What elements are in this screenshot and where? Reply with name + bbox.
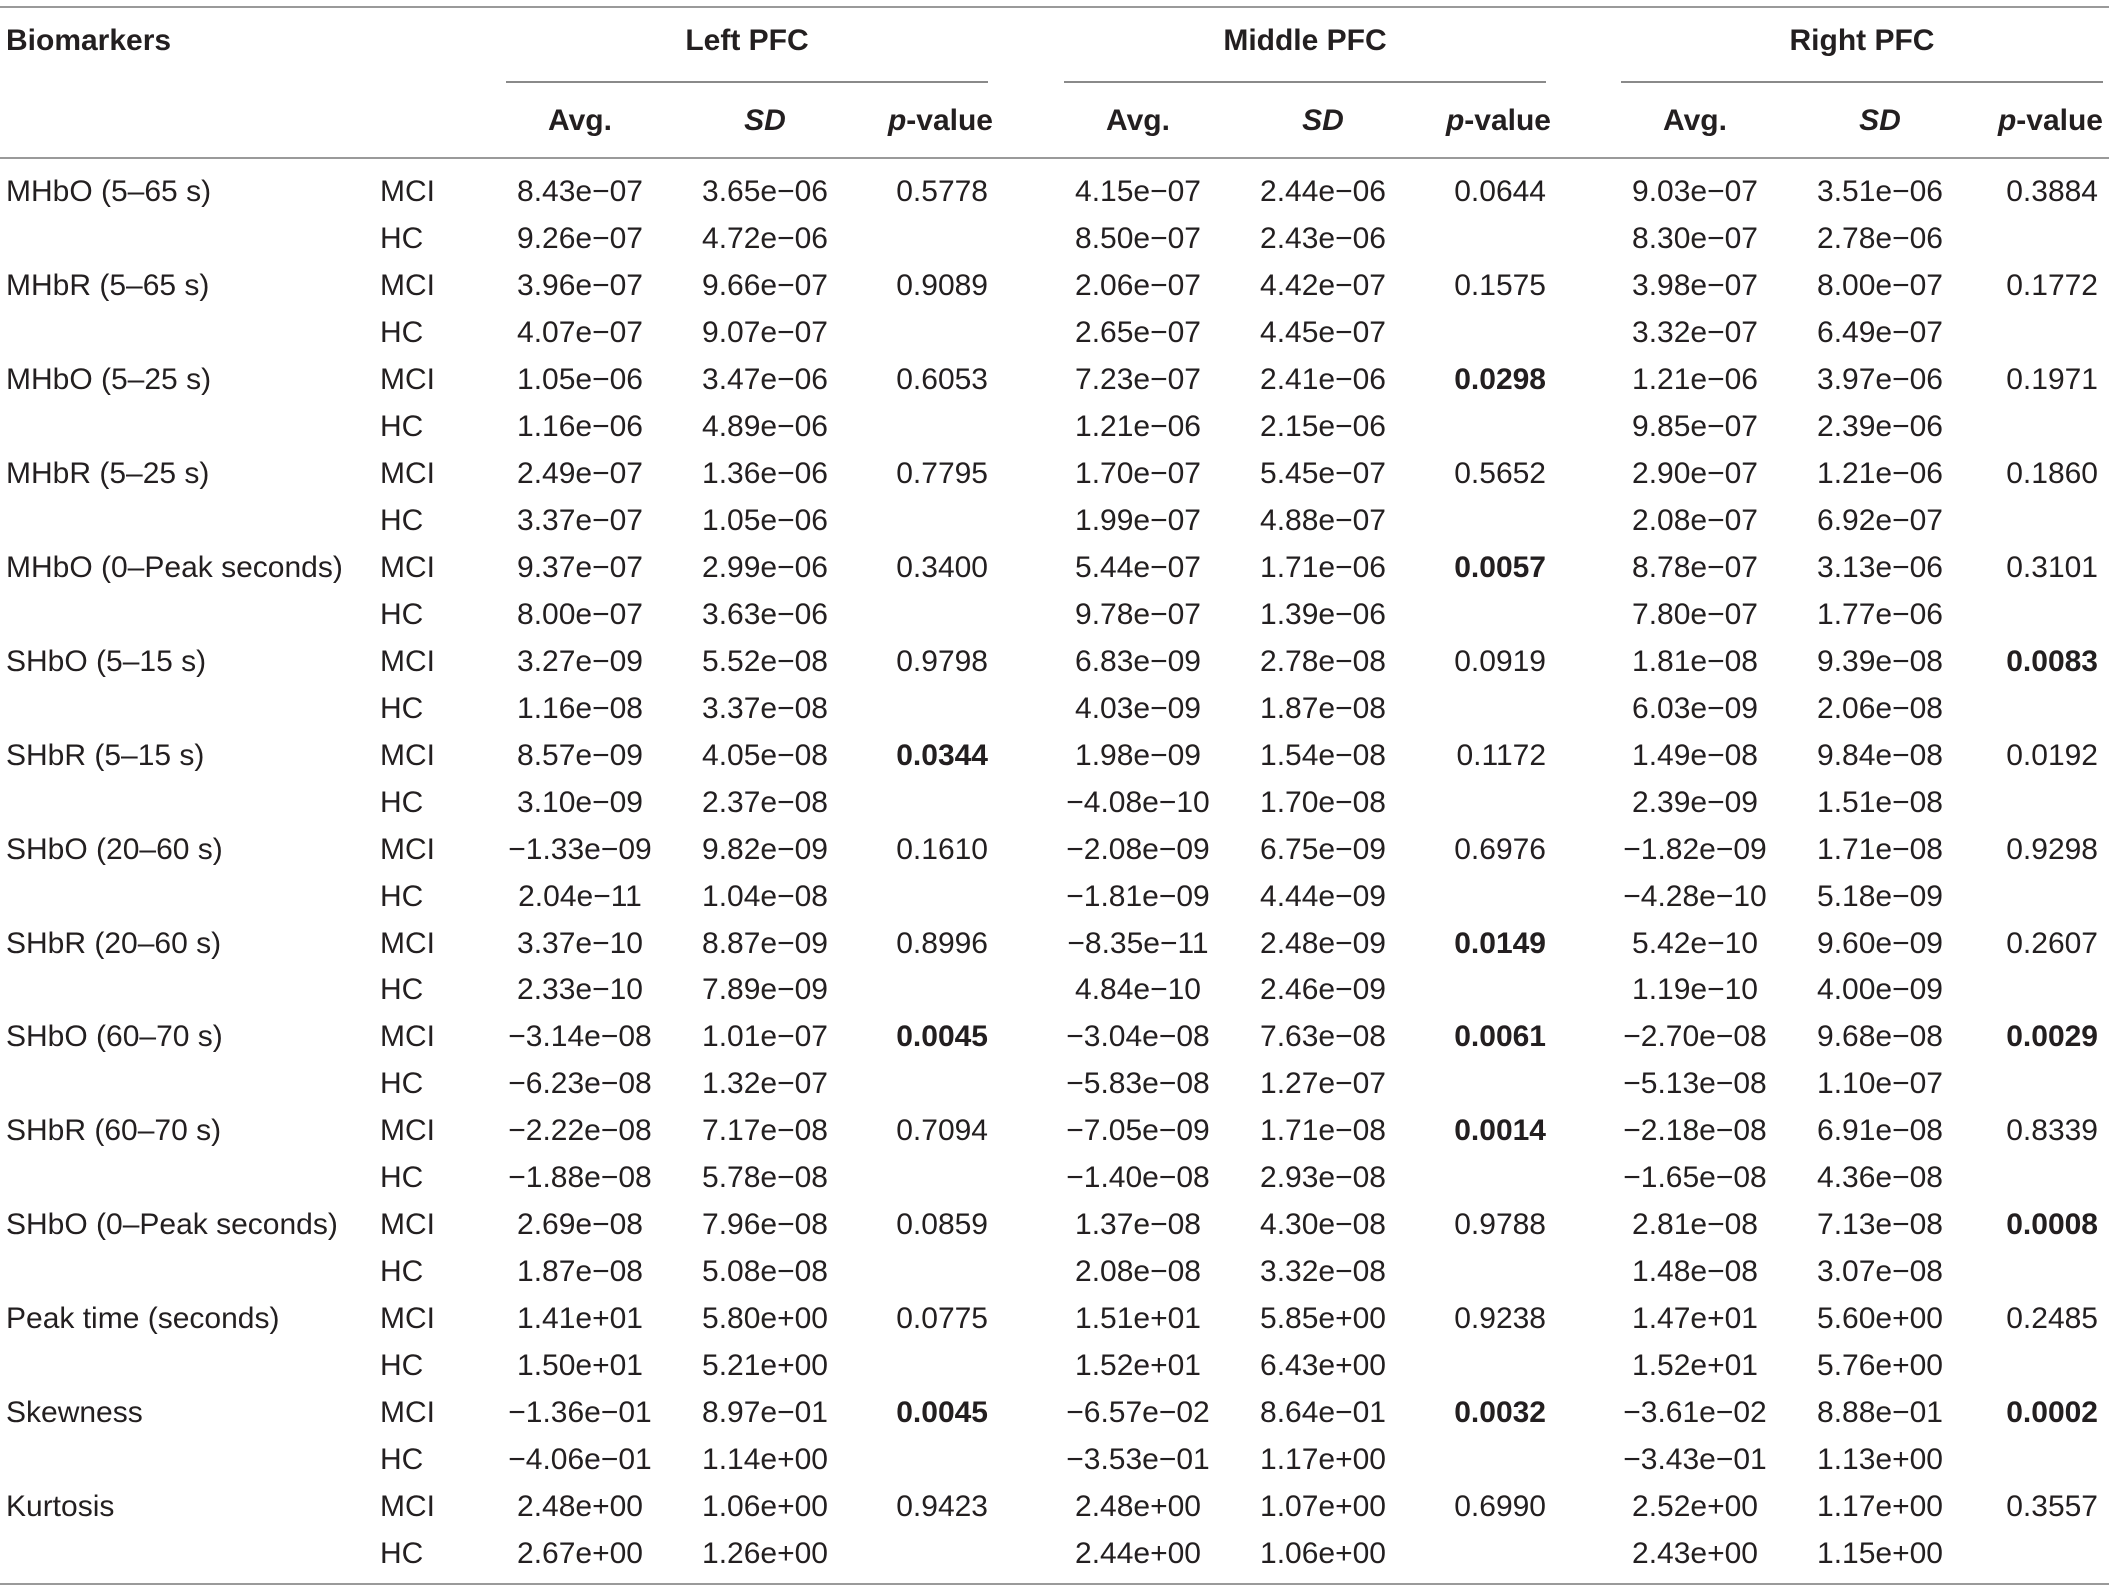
mci-avg-right: 5.42e−10 — [1632, 926, 1758, 960]
hc-avg-right: −4.28e−10 — [1623, 879, 1767, 913]
hc-avg-right: 9.85e−07 — [1632, 409, 1758, 443]
hc-sd-left: 4.72e−06 — [702, 221, 828, 255]
group-underline-right — [1621, 81, 2103, 83]
biomarker-label: SHbR (20–60 s) — [6, 926, 222, 960]
p-value-left: 0.9798 — [896, 644, 988, 678]
hc-sd-left: 1.14e+00 — [702, 1443, 828, 1477]
group-label-mci: MCI — [380, 175, 435, 208]
mci-avg-left: −3.14e−08 — [508, 1020, 652, 1054]
hc-sd-middle: 3.32e−08 — [1260, 1255, 1386, 1289]
biomarker-label: SHbR (5–15 s) — [6, 738, 205, 772]
p-value-right: 0.0002 — [2006, 1396, 2098, 1430]
hc-avg-left: 2.04e−11 — [518, 879, 642, 913]
mci-sd-middle: 4.30e−08 — [1260, 1208, 1386, 1242]
p-value-left: 0.0045 — [896, 1396, 988, 1430]
hc-avg-middle: 8.50e−07 — [1075, 221, 1201, 255]
mci-avg-middle: 1.70e−07 — [1075, 456, 1201, 490]
hc-sd-middle: 4.45e−07 — [1260, 315, 1386, 349]
hc-avg-middle: −1.40e−08 — [1066, 1161, 1210, 1195]
hc-avg-right: 1.19e−10 — [1632, 973, 1758, 1007]
mci-sd-right: 9.84e−08 — [1817, 738, 1943, 772]
hc-sd-middle: 4.44e−09 — [1260, 879, 1386, 913]
hc-avg-left: −1.88e−08 — [508, 1161, 652, 1195]
hc-sd-left: 1.04e−08 — [702, 879, 828, 913]
hc-sd-middle: 1.27e−07 — [1260, 1067, 1386, 1101]
p-value-middle: 0.0644 — [1454, 175, 1546, 208]
mci-avg-right: 2.90e−07 — [1632, 456, 1758, 490]
hc-sd-right: 2.06e−08 — [1817, 691, 1943, 725]
p-value-middle: 0.0014 — [1454, 1114, 1546, 1148]
biomarker-label: SHbR (60–70 s) — [6, 1114, 222, 1148]
mci-sd-left: 8.97e−01 — [702, 1396, 828, 1430]
mci-sd-middle: 1.71e−08 — [1260, 1114, 1386, 1148]
p-value-left: 0.7094 — [896, 1114, 988, 1148]
p-value-left: 0.8996 — [896, 926, 988, 960]
hc-avg-right: 8.30e−07 — [1632, 221, 1758, 255]
p-value-middle: 0.0032 — [1454, 1396, 1546, 1430]
mci-avg-middle: 1.37e−08 — [1075, 1208, 1201, 1242]
hc-sd-middle: 1.17e+00 — [1260, 1443, 1386, 1477]
biomarker-label: SHbO (60–70 s) — [6, 1020, 223, 1054]
hc-avg-left: 1.87e−08 — [517, 1255, 643, 1289]
hc-avg-right: 2.43e+00 — [1632, 1537, 1758, 1571]
hc-sd-right: 6.49e−07 — [1817, 315, 1943, 349]
biomarker-label: SHbO (5–15 s) — [6, 644, 207, 678]
mci-sd-left: 1.36e−06 — [702, 456, 828, 490]
hc-avg-left: −4.06e−01 — [508, 1443, 652, 1477]
p-value-middle: 0.6990 — [1454, 1490, 1546, 1524]
biomarker-label: MHbR (5–25 s) — [6, 456, 210, 490]
biomarker-label: Skewness — [6, 1396, 143, 1430]
mci-avg-right: 1.21e−06 — [1632, 362, 1758, 396]
mci-sd-right: 8.88e−01 — [1817, 1396, 1943, 1430]
mci-avg-middle: −6.57e−02 — [1066, 1396, 1210, 1430]
mci-avg-middle: 5.44e−07 — [1075, 550, 1201, 584]
mci-sd-left: 8.87e−09 — [702, 926, 828, 960]
group-label-mci: MCI — [380, 1208, 435, 1242]
mci-avg-left: 2.48e+00 — [517, 1490, 643, 1524]
hc-sd-right: 1.13e+00 — [1817, 1443, 1943, 1477]
mci-sd-left: 1.01e−07 — [702, 1020, 828, 1054]
subheader-avg-middle: Avg. — [1106, 104, 1170, 137]
mci-avg-left: 8.43e−07 — [517, 175, 643, 208]
mci-avg-right: 1.81e−08 — [1632, 644, 1758, 678]
mci-sd-right: 9.68e−08 — [1817, 1020, 1943, 1054]
mci-avg-left: 2.49e−07 — [517, 456, 643, 490]
p-value-right: 0.3101 — [2006, 550, 2098, 584]
group-label-hc: HC — [380, 1443, 424, 1477]
group-label-hc: HC — [380, 409, 424, 443]
p-value-right: 0.0008 — [2006, 1208, 2098, 1242]
mci-avg-middle: 7.23e−07 — [1075, 362, 1201, 396]
group-label-hc: HC — [380, 597, 424, 631]
mci-sd-left: 1.06e+00 — [702, 1490, 828, 1524]
mci-sd-right: 1.21e−06 — [1817, 456, 1943, 490]
mci-avg-middle: 4.15e−07 — [1075, 175, 1201, 208]
hc-sd-left: 1.05e−06 — [702, 503, 828, 537]
group-header-middle-pfc: Middle PFC — [1223, 24, 1387, 57]
hc-sd-left: 5.78e−08 — [702, 1161, 828, 1195]
mci-avg-right: 2.52e+00 — [1632, 1490, 1758, 1524]
hc-avg-middle: 1.21e−06 — [1075, 409, 1201, 443]
mci-avg-right: −1.82e−09 — [1623, 832, 1767, 866]
p-value-right: 0.1971 — [2006, 362, 2098, 396]
group-label-hc: HC — [380, 315, 424, 349]
mci-avg-right: 3.98e−07 — [1632, 268, 1758, 302]
biomarker-label: MHbR (5–65 s) — [6, 268, 210, 302]
hc-avg-right: 6.03e−09 — [1632, 691, 1758, 725]
mci-avg-left: 3.37e−10 — [517, 926, 643, 960]
hc-avg-middle: 4.84e−10 — [1075, 973, 1201, 1007]
p-value-right: 0.0029 — [2006, 1020, 2098, 1054]
p-value-middle: 0.0298 — [1454, 362, 1546, 396]
hc-avg-right: −1.65e−08 — [1623, 1161, 1767, 1195]
p-value-middle: 0.0061 — [1454, 1020, 1546, 1054]
subheader-pvalue-left — [693, 101, 993, 141]
p-value-left: 0.9089 — [896, 268, 988, 302]
p-value-left: 0.5778 — [896, 175, 988, 208]
hc-avg-left: 1.16e−06 — [517, 409, 643, 443]
mci-avg-left: 8.57e−09 — [517, 738, 643, 772]
biomarker-label: MHbO (5–25 s) — [6, 362, 212, 396]
p-value-right: 0.3557 — [2006, 1490, 2098, 1524]
hc-avg-middle: −5.83e−08 — [1066, 1067, 1210, 1101]
mci-sd-right: 9.60e−09 — [1817, 926, 1943, 960]
hc-avg-left: 1.16e−08 — [517, 691, 643, 725]
p-value-right: 0.2485 — [2006, 1302, 2098, 1336]
mci-sd-right: 9.39e−08 — [1817, 644, 1943, 678]
hc-sd-left: 1.26e+00 — [702, 1537, 828, 1571]
hc-sd-middle: 1.87e−08 — [1260, 691, 1386, 725]
hc-avg-middle: −1.81e−09 — [1066, 879, 1210, 913]
hc-avg-right: −5.13e−08 — [1623, 1067, 1767, 1101]
hc-avg-middle: 2.08e−08 — [1075, 1255, 1201, 1289]
p-value-left: 0.0859 — [896, 1208, 988, 1242]
mci-sd-left: 7.17e−08 — [702, 1114, 828, 1148]
mci-avg-middle: 1.98e−09 — [1075, 738, 1201, 772]
subheader-value-suffix: -value — [906, 104, 993, 137]
group-label-mci: MCI — [380, 832, 435, 866]
hc-avg-right: 3.32e−07 — [1632, 315, 1758, 349]
group-label-hc: HC — [380, 691, 424, 725]
mci-sd-right: 3.51e−06 — [1817, 175, 1943, 208]
p-value-left: 0.0344 — [896, 738, 988, 772]
hc-sd-left: 7.89e−09 — [702, 973, 828, 1007]
subheader-sd-left: SD — [744, 104, 786, 137]
hc-sd-right: 3.07e−08 — [1817, 1255, 1943, 1289]
mci-avg-right: −2.70e−08 — [1623, 1020, 1767, 1054]
group-label-mci: MCI — [380, 1396, 435, 1430]
subheader-sd-middle: SD — [1302, 104, 1344, 137]
p-value-right: 0.9298 — [2006, 832, 2098, 866]
mci-avg-right: 8.78e−07 — [1632, 550, 1758, 584]
mci-sd-middle: 2.44e−06 — [1260, 175, 1386, 208]
hc-avg-left: 2.67e+00 — [517, 1537, 643, 1571]
mci-sd-right: 3.13e−06 — [1817, 550, 1943, 584]
mci-avg-right: 1.47e+01 — [1632, 1302, 1758, 1336]
mci-sd-left: 2.99e−06 — [702, 550, 828, 584]
mci-avg-right: −3.61e−02 — [1623, 1396, 1767, 1430]
p-value-left: 0.1610 — [896, 832, 988, 866]
mci-sd-middle: 4.42e−07 — [1260, 268, 1386, 302]
subheader-p-letter: p — [1445, 104, 1465, 137]
group-label-mci: MCI — [380, 1114, 435, 1148]
mci-sd-left: 3.65e−06 — [702, 175, 828, 208]
p-value-middle: 0.0149 — [1454, 926, 1546, 960]
group-label-hc: HC — [380, 973, 424, 1007]
group-label-hc: HC — [380, 1067, 424, 1101]
p-value-middle: 0.5652 — [1454, 456, 1546, 490]
hc-sd-right: 1.51e−08 — [1817, 785, 1943, 819]
hc-avg-middle: −3.53e−01 — [1066, 1443, 1210, 1477]
p-value-right: 0.1860 — [2006, 456, 2098, 490]
mci-avg-middle: −8.35e−11 — [1067, 926, 1209, 960]
group-label-hc: HC — [380, 221, 424, 255]
mci-sd-middle: 8.64e−01 — [1260, 1396, 1386, 1430]
hc-sd-middle: 4.88e−07 — [1260, 503, 1386, 537]
p-value-middle: 0.0057 — [1454, 550, 1546, 584]
hc-sd-right: 1.77e−06 — [1817, 597, 1943, 631]
hc-avg-left: 8.00e−07 — [517, 597, 643, 631]
hc-avg-left: 1.50e+01 — [517, 1349, 643, 1383]
group-label-mci: MCI — [380, 550, 435, 584]
hc-sd-middle: 2.93e−08 — [1260, 1161, 1386, 1195]
subheader-pvalue-middle — [1251, 101, 1551, 141]
mci-avg-right: −2.18e−08 — [1623, 1114, 1767, 1148]
hc-avg-middle: 1.99e−07 — [1075, 503, 1201, 537]
group-label-mci: MCI — [380, 1302, 435, 1336]
hc-sd-right: 2.39e−06 — [1817, 409, 1943, 443]
mci-sd-left: 9.82e−09 — [702, 832, 828, 866]
p-value-middle: 0.1172 — [1456, 738, 1546, 772]
hc-avg-middle: 1.52e+01 — [1075, 1349, 1201, 1383]
subheader-pvalue-right — [1803, 101, 2103, 141]
hc-avg-right: 7.80e−07 — [1632, 597, 1758, 631]
p-value-middle: 0.1575 — [1454, 268, 1546, 302]
mci-sd-left: 5.80e+00 — [702, 1302, 828, 1336]
hc-avg-right: 2.08e−07 — [1632, 503, 1758, 537]
subheader-sd-right: SD — [1859, 104, 1901, 137]
group-label-hc: HC — [380, 1537, 424, 1571]
mci-sd-middle: 6.75e−09 — [1260, 832, 1386, 866]
p-value-left: 0.3400 — [896, 550, 988, 584]
header-biomarkers: Biomarkers — [6, 24, 172, 57]
subheader-p-letter: p — [1997, 104, 2017, 137]
hc-avg-left: −6.23e−08 — [508, 1067, 652, 1101]
hc-avg-middle: 2.65e−07 — [1075, 315, 1201, 349]
p-value-middle: 0.9788 — [1454, 1208, 1546, 1242]
subheader-avg-right: Avg. — [1663, 104, 1727, 137]
group-label-mci: MCI — [380, 926, 435, 960]
mci-sd-middle: 7.63e−08 — [1260, 1020, 1386, 1054]
mci-avg-right: 1.49e−08 — [1632, 738, 1758, 772]
group-label-mci: MCI — [380, 644, 435, 678]
mci-avg-middle: 2.48e+00 — [1075, 1490, 1201, 1524]
mci-avg-right: 2.81e−08 — [1632, 1208, 1758, 1242]
mci-sd-right: 7.13e−08 — [1817, 1208, 1943, 1242]
p-value-right: 0.0083 — [2006, 644, 2098, 678]
header-bottom-rule — [0, 157, 2109, 159]
hc-sd-left: 5.08e−08 — [702, 1255, 828, 1289]
p-value-left: 0.0775 — [896, 1302, 988, 1336]
mci-sd-middle: 2.48e−09 — [1260, 926, 1386, 960]
group-label-mci: MCI — [380, 456, 435, 490]
group-header-right-pfc: Right PFC — [1789, 24, 1935, 57]
biomarker-label: SHbO (20–60 s) — [6, 832, 223, 866]
biomarker-label: SHbO (0–Peak seconds) — [6, 1208, 338, 1242]
biomarker-label: MHbO (5–65 s) — [6, 175, 212, 208]
p-value-right: 0.0192 — [2006, 738, 2098, 772]
mci-sd-right: 1.17e+00 — [1817, 1490, 1943, 1524]
group-label-hc: HC — [380, 503, 424, 537]
mci-avg-left: −1.33e−09 — [508, 832, 652, 866]
hc-avg-left: 3.10e−09 — [517, 785, 643, 819]
mci-avg-middle: −2.08e−09 — [1066, 832, 1210, 866]
group-label-hc: HC — [380, 1349, 424, 1383]
mci-avg-left: −2.22e−08 — [508, 1114, 652, 1148]
hc-avg-left: 2.33e−10 — [517, 973, 643, 1007]
mci-sd-right: 3.97e−06 — [1817, 362, 1943, 396]
mci-sd-right: 5.60e+00 — [1817, 1302, 1943, 1336]
group-label-mci: MCI — [380, 362, 435, 396]
mci-avg-right: 9.03e−07 — [1632, 175, 1758, 208]
hc-sd-right: 1.10e−07 — [1817, 1067, 1943, 1101]
hc-avg-right: 1.48e−08 — [1632, 1255, 1758, 1289]
mci-sd-middle: 1.54e−08 — [1260, 738, 1386, 772]
hc-sd-middle: 1.06e+00 — [1260, 1537, 1386, 1571]
mci-sd-middle: 1.71e−06 — [1260, 550, 1386, 584]
hc-sd-left: 4.89e−06 — [702, 409, 828, 443]
hc-avg-left: 9.26e−07 — [517, 221, 643, 255]
biomarker-label: Peak time (seconds) — [6, 1302, 280, 1336]
hc-sd-middle: 2.46e−09 — [1260, 973, 1386, 1007]
mci-avg-left: 9.37e−07 — [517, 550, 643, 584]
hc-avg-right: 2.39e−09 — [1632, 785, 1758, 819]
group-label-mci: MCI — [380, 1490, 435, 1524]
hc-avg-left: 4.07e−07 — [517, 315, 643, 349]
group-label-hc: HC — [380, 1255, 424, 1289]
hc-sd-right: 5.18e−09 — [1817, 879, 1943, 913]
mci-avg-left: 3.96e−07 — [517, 268, 643, 302]
p-value-middle: 0.0919 — [1454, 644, 1546, 678]
hc-avg-middle: 2.44e+00 — [1075, 1537, 1201, 1571]
hc-sd-middle: 1.39e−06 — [1260, 597, 1386, 631]
hc-sd-left: 1.32e−07 — [702, 1067, 828, 1101]
hc-sd-middle: 6.43e+00 — [1260, 1349, 1386, 1383]
p-value-middle: 0.6976 — [1454, 832, 1546, 866]
hc-sd-right: 2.78e−06 — [1817, 221, 1943, 255]
hc-sd-right: 6.92e−07 — [1817, 503, 1943, 537]
subheader-avg-left: Avg. — [548, 104, 612, 137]
mci-sd-middle: 5.45e−07 — [1260, 456, 1386, 490]
mci-avg-left: 1.41e+01 — [517, 1302, 643, 1336]
subheader-value-suffix: -value — [1464, 104, 1551, 137]
mci-sd-right: 8.00e−07 — [1817, 268, 1943, 302]
group-label-mci: MCI — [380, 738, 435, 772]
p-value-right: 0.2607 — [2006, 926, 2098, 960]
mci-sd-left: 3.47e−06 — [702, 362, 828, 396]
group-label-hc: HC — [380, 1161, 424, 1195]
hc-sd-right: 5.76e+00 — [1817, 1349, 1943, 1383]
hc-sd-left: 9.07e−07 — [702, 315, 828, 349]
mci-sd-right: 1.71e−08 — [1817, 832, 1943, 866]
hc-avg-right: 1.52e+01 — [1632, 1349, 1758, 1383]
hc-avg-right: −3.43e−01 — [1623, 1443, 1767, 1477]
p-value-right: 0.1772 — [2006, 268, 2098, 302]
mci-avg-left: −1.36e−01 — [508, 1396, 652, 1430]
group-label-hc: HC — [380, 785, 424, 819]
hc-sd-middle: 1.70e−08 — [1260, 785, 1386, 819]
hc-sd-right: 1.15e+00 — [1817, 1537, 1943, 1571]
mci-sd-middle: 5.85e+00 — [1260, 1302, 1386, 1336]
subheader-p-letter: p — [887, 104, 907, 137]
mci-sd-left: 4.05e−08 — [702, 738, 828, 772]
hc-sd-left: 2.37e−08 — [702, 785, 828, 819]
mci-avg-left: 1.05e−06 — [517, 362, 643, 396]
mci-sd-middle: 1.07e+00 — [1260, 1490, 1386, 1524]
p-value-right: 0.8339 — [2006, 1114, 2098, 1148]
hc-sd-right: 4.36e−08 — [1817, 1161, 1943, 1195]
group-underline-middle — [1064, 81, 1546, 83]
mci-avg-middle: −3.04e−08 — [1066, 1020, 1210, 1054]
mci-avg-middle: −7.05e−09 — [1066, 1114, 1210, 1148]
hc-sd-middle: 2.15e−06 — [1260, 409, 1386, 443]
hc-sd-right: 4.00e−09 — [1817, 973, 1943, 1007]
mci-sd-left: 9.66e−07 — [702, 268, 828, 302]
mci-sd-middle: 2.78e−08 — [1260, 644, 1386, 678]
hc-sd-left: 5.21e+00 — [702, 1349, 828, 1383]
group-underline-left — [506, 81, 988, 83]
group-label-mci: MCI — [380, 268, 435, 302]
hc-sd-middle: 2.43e−06 — [1260, 221, 1386, 255]
hc-avg-middle: 9.78e−07 — [1075, 597, 1201, 631]
mci-avg-middle: 1.51e+01 — [1075, 1302, 1201, 1336]
hc-sd-left: 3.37e−08 — [702, 691, 828, 725]
mci-avg-left: 2.69e−08 — [517, 1208, 643, 1242]
biomarker-label: MHbO (0–Peak seconds) — [6, 550, 343, 584]
mci-avg-middle: 6.83e−09 — [1075, 644, 1201, 678]
hc-avg-left: 3.37e−07 — [517, 503, 643, 537]
p-value-left: 0.9423 — [896, 1490, 988, 1524]
mci-sd-right: 6.91e−08 — [1817, 1114, 1943, 1148]
group-label-hc: HC — [380, 879, 424, 913]
p-value-left: 0.6053 — [896, 362, 988, 396]
mci-sd-middle: 2.41e−06 — [1260, 362, 1386, 396]
p-value-middle: 0.9238 — [1454, 1302, 1546, 1336]
mci-avg-middle: 2.06e−07 — [1075, 268, 1201, 302]
p-value-left: 0.7795 — [896, 456, 988, 490]
p-value-left: 0.0045 — [896, 1020, 988, 1054]
hc-avg-middle: 4.03e−09 — [1075, 691, 1201, 725]
mci-sd-left: 5.52e−08 — [702, 644, 828, 678]
hc-avg-middle: −4.08e−10 — [1066, 785, 1210, 819]
hc-sd-left: 3.63e−06 — [702, 597, 828, 631]
mci-avg-left: 3.27e−09 — [517, 644, 643, 678]
subheader-value-suffix: -value — [2016, 104, 2103, 137]
group-header-left-pfc: Left PFC — [685, 24, 809, 57]
mci-sd-left: 7.96e−08 — [702, 1208, 828, 1242]
p-value-right: 0.3884 — [2006, 175, 2098, 208]
table-bottom-rule — [0, 1583, 2109, 1585]
biomarker-label: Kurtosis — [6, 1490, 115, 1524]
group-label-mci: MCI — [380, 1020, 435, 1054]
table-top-rule — [0, 6, 2109, 8]
